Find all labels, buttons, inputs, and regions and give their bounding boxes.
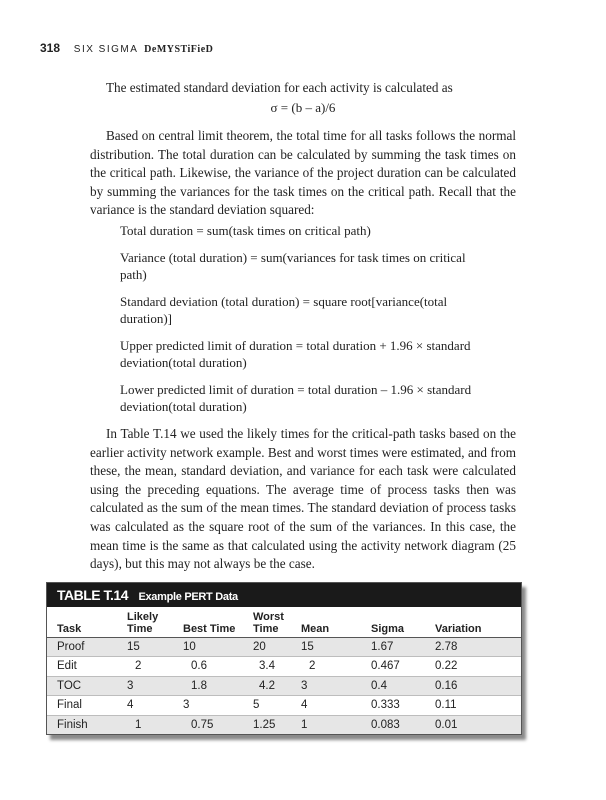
table-row (47, 676, 521, 695)
cell-variation: 0.01 (435, 715, 521, 734)
cell-mean: 1 (301, 715, 371, 734)
table-row (47, 638, 521, 657)
cell-worst: 4.2 (253, 676, 301, 695)
cell-sigma: 0.333 (371, 696, 435, 715)
cell-likely: 1 (127, 715, 183, 734)
cell-task: TOC (47, 676, 127, 695)
cell-variation: 0.16 (435, 676, 521, 695)
pert-table (46, 582, 522, 735)
header-task: Task (47, 607, 127, 638)
cell-likely: 3 (127, 676, 183, 695)
cell-variation: 0.22 (435, 657, 521, 676)
cell-task: Finish (47, 715, 127, 734)
cell-worst: 5 (253, 696, 301, 715)
cell-variation: 2.78 (435, 638, 521, 657)
header-variation: Variation (435, 607, 521, 638)
header-sigma: Sigma (371, 607, 435, 638)
equation-upper-limit: Upper predicted limit of duration = total duration + 1.96 × standard deviation(total duration) (120, 337, 471, 370)
cell-variation: 0.11 (435, 696, 521, 715)
cell-likely: 2 (127, 657, 183, 676)
cell-mean: 2 (301, 657, 371, 676)
equation-variance: Variance (total duration) = sum(variances for task times on critical path) (120, 249, 466, 282)
header-likely-time: Likely Time (127, 607, 183, 638)
cell-sigma: 1.67 (371, 638, 435, 657)
cell-mean: 3 (301, 676, 371, 695)
body-paragraph-1 (90, 127, 516, 220)
intro-paragraph (90, 79, 516, 98)
header-mean: Mean (301, 607, 371, 638)
pert-data-table (47, 607, 521, 734)
equation-total-duration: Total duration = sum(task times on critical path) (120, 223, 371, 238)
cell-likely: 4 (127, 696, 183, 715)
cell-worst: 3.4 (253, 657, 301, 676)
header-worst-time: Worst Time (253, 607, 301, 638)
sigma-formula: σ = (b – a)/6 (270, 100, 336, 115)
cell-best: 0.75 (183, 715, 253, 734)
body-paragraph-2 (90, 425, 516, 574)
paragraph-text: In Table T.14 we used the likely times for the critical-path tasks based on the earlier activity network example. Best and worst times were estimated, and from these, the mean, standard deviation, and variance for each task were calculated using the preceding equations. The average time of process tasks then was calculated as the sum of the mean times. The standard deviation of process tasks was calculated as the square root of the sum of the variances. In this case, the mean time is the same as that calculated using the activity network diagram (25 days), but this may not always be the case. (90, 426, 516, 572)
book-subtitle: DeMYSTiFieD (144, 44, 214, 55)
cell-sigma: 0.083 (371, 715, 435, 734)
cell-mean: 15 (301, 638, 371, 657)
running-header (40, 41, 213, 55)
cell-mean: 4 (301, 696, 371, 715)
cell-likely: 15 (127, 638, 183, 657)
table-row (47, 715, 521, 734)
table-caption: Example PERT Data (138, 591, 238, 603)
table-row (47, 696, 521, 715)
equation-lower-limit: Lower predicted limit of duration = total duration – 1.96 × standard deviation(total duration) (120, 381, 472, 414)
paragraph-text: Based on central limit theorem, the total time for all tasks follows the normal distribution. The total duration can be calculated by summing the task times on the critical path. Likewise, the variance of the project duration can be calculated by summing the variances for the task times on the critical path. Recall that the variance is the standard deviation squared: (90, 128, 516, 218)
cell-best: 3 (183, 696, 253, 715)
table-title-bar (47, 583, 521, 607)
cell-sigma: 0.4 (371, 676, 435, 695)
table-row (47, 657, 521, 676)
cell-sigma: 0.467 (371, 657, 435, 676)
book-title: SIX SIGMA (73, 44, 139, 55)
cell-best: 1.8 (183, 676, 253, 695)
equation-std-dev: Standard deviation (total duration) = square root[variance(total duration)] (120, 293, 448, 326)
cell-task: Final (47, 696, 127, 715)
cell-best: 10 (183, 638, 253, 657)
cell-task: Proof (47, 638, 127, 657)
cell-task: Edit (47, 657, 127, 676)
equation-list (120, 222, 490, 425)
header-best-time: Best Time (183, 607, 253, 638)
cell-worst: 1.25 (253, 715, 301, 734)
table-number: TABLE T.14 (57, 587, 128, 603)
cell-best: 0.6 (183, 657, 253, 676)
cell-worst: 20 (253, 638, 301, 657)
page-number: 318 (40, 41, 61, 55)
intro-text: The estimated standard deviation for each activity is calculated as (106, 80, 453, 95)
